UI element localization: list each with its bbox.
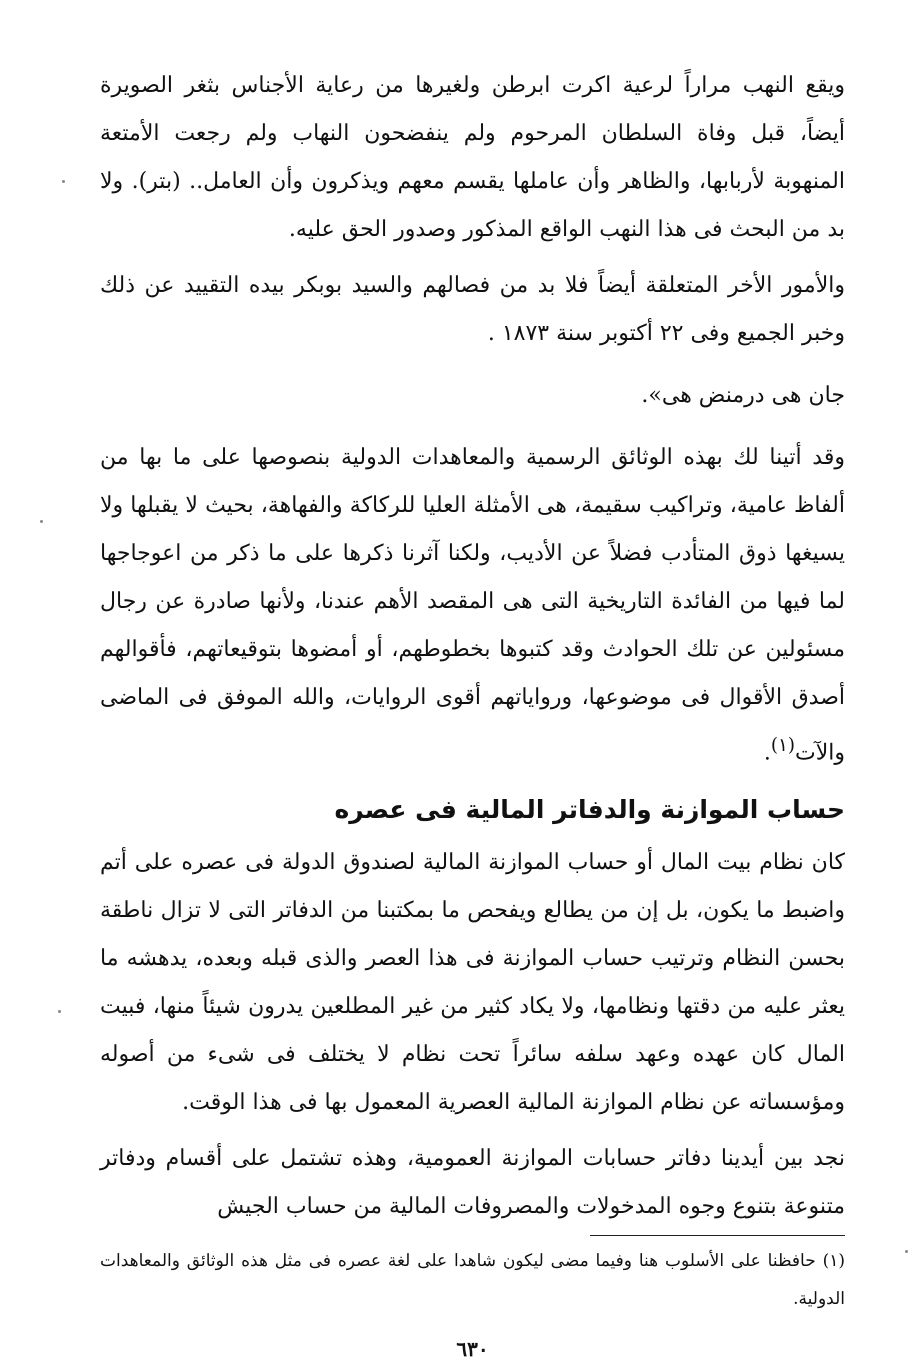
section-heading: حساب الموازنة والدفاتر المالية فى عصره [334, 795, 845, 825]
paragraph-documents-text: وقد أتينا لك بهذه الوثائق الرسمية والمعاهدات الدولية بنصوصها على ما بها من ألفاظ عامية، وتراكيب سقيمة، هى الأمثلة العليا للركاكة والفهاهة، بحيث لا يقبلها ولا يسيغها ذوق المتأدب فضلاً عن الأديب، ولكنا آثرنا ذكرها على ما ذكر من اعوجاجها لما فيها من الفائدة التاريخية التى هى المقصد الأهم عندنا، ولأنها صادرة عن رجال مسئولين عن تلك الحوادث وقد كتبوها بخطوطهم، أو أمضوها بتوقيعاتهم، فأقوالهم أصدق الأقوال فى موضوعها، ورواياتهم أقوى الروايات، والله الموفق فى الماضى والآت [100, 445, 846, 766]
page-number: ٦٣٠ [456, 1337, 489, 1362]
paragraph-looting: ويقع النهب مراراً لرعية اكرت ابرطن ولغيرها من رعاية الأجناس بثغر الصويرة أيضاً، قبل وفاة السلطان المرحوم ولم ينفضحون النهاب ولم رجعت الأمتعة المنهوبة لأربابها، والظاهر وأن عاملها يقسم معهم ويذكرون وأن العامل.. (بتر). ولا بد من البحث فى هذا النهب الواقع المذكور وصدور الحق عليه. [100, 73, 845, 242]
paragraph-budget-ledgers: نجد بين أيدينا دفاتر حسابات الموازنة العمومية، وهذه تشتمل على أقسام ودفاتر متنوعة بتنوع وجوه المدخولات والمصروفات المالية من حساب الجيش [100, 1146, 845, 1220]
paragraph-documents-note: وقد أتينا لك بهذه الوثائق الرسمية والمعاهدات الدولية بنصوصها على ما بها من ألفاظ عامية، وتراكيب سقيمة، هى الأمثلة العليا للركاكة والفهاهة، بحيث لا يقبلها ولا يسيغها ذوق المتأدب فضلاً عن الأديب، ولكنا آثرنا ذكرها على ما ذكر من اعوجاجها لما فيها من الفائدة التاريخية التى هى المقصد الأهم عندنا، ولأنها صادرة عن رجال مسئولين عن تلك الحوادث وقد كتبوها بخطوطهم، أو أمضوها بتوقيعاتهم، فأقوالهم أصدق الأقوال فى موضوعها، ورواياتهم أقوى الروايات، والله الموفق فى الماضى والآت$^{(١)}$. [100, 445, 846, 766]
speck [62, 180, 65, 183]
speck [905, 1250, 908, 1253]
book-page [100, 62, 845, 1364]
footnote-separator [590, 1235, 845, 1236]
speck [40, 520, 43, 523]
paragraph-treasury-system: كان نظام بيت المال أو حساب الموازنة المالية لصندوق الدولة فى عصره على أتم واضبط ما يكون، بل إن من يطالع ويفحص ما بمكتبنا من الدفاتر التى لا تزال ناطقة بحسن النظام وترتيب حساب الموازنة فى هذا العصر والذى قبله وبعده، يدهشه ما يعثر عليه من دقتها ونظامها، ولا يكاد كثير من غير المطلعين يدرون شيئاً منها، فبيت المال كان عهده وعهد سلفه سائراً تحت نظام لا يختلف فى شىء من أصوله ومؤسساته عن نظام الموازنة المالية العصرية المعمول بها فى هذا الوقت. [100, 850, 845, 1116]
paragraph-other-matters: والأمور الأخر المتعلقة أيضاً فلا بد من فصالهم والسيد بوبكر بيده التقييد عن ذلك وخبر الجميع وفى ٢٢ أكتوبر سنة ١٨٧٣ . [100, 273, 845, 346]
footnote: (١) حافظنا على الأسلوب هنا وفيما مضى ليكون شاهدا على لغة عصره فى مثل هذه الوثائق والمعاهدات الدولية. [100, 1251, 845, 1310]
footnote-reference: (١) [770, 735, 795, 756]
speck [58, 1010, 61, 1013]
paragraph-signature: جان هى درمنض هى». [641, 383, 845, 408]
